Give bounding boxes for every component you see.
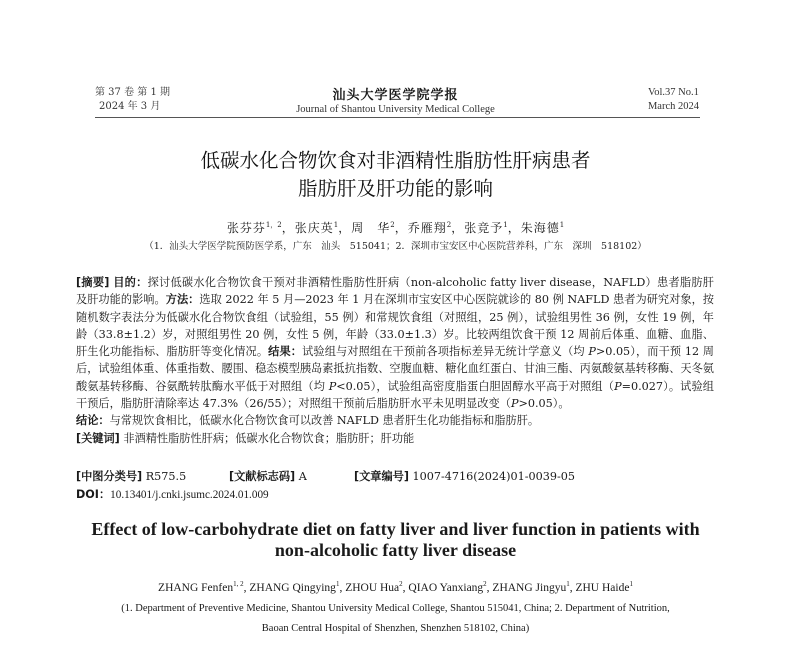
title-en-line-1: Effect of low-carbohydrate diet on fatty liver and liver function in patients with: [91, 519, 700, 539]
clc-code: [76, 468, 186, 484]
results-text: 试验组与对照组在干预前各项指标差异无统计学意义（均: [302, 345, 589, 359]
volume-issue-cn: 第 37 卷 第 1 期: [95, 87, 170, 98]
author-name-en: , ZHANG Jingyu: [486, 581, 567, 594]
date-cn: 2024 年 3 月: [99, 101, 161, 112]
journal-name-en: Journal of Shantou University Medical College: [296, 104, 495, 115]
author-name: ，朱海德: [507, 221, 560, 235]
header-rule: [95, 117, 700, 118]
author-affil-mark: 1: [333, 221, 339, 229]
article-number-label: [文章编号]: [354, 470, 409, 483]
date-en: March 2024: [647, 101, 699, 112]
author-name-en: , ZHU Haide: [569, 581, 630, 594]
author-affil-mark-en: 2: [399, 580, 403, 588]
author-name-en: ZHANG Fenfen: [158, 581, 234, 594]
journal-name-cn: 汕头大学医学院学报: [332, 88, 459, 103]
results-label: 结果：: [268, 345, 303, 359]
p-symbol: P: [588, 345, 596, 359]
title-en-line-2: non-alcoholic fatty liver disease: [274, 540, 517, 560]
affiliation-en: [0, 599, 791, 639]
affiliation-cn: （1．汕头大学医学院预防医学系，广东 汕头 515041；2．深圳市宝安区中心医院营养科，广东 深圳 518102）: [144, 241, 647, 252]
author-affil-mark: 2: [390, 221, 395, 229]
title-cn-line-1: 低碳水化合物饮食对非酒精性脂肪性肝病患者: [200, 149, 591, 172]
author-affil-mark-en: 1: [629, 580, 633, 588]
header-volume-en: [648, 86, 699, 114]
author-name-en: , ZHOU Hua: [339, 581, 400, 594]
results-text: <0.05），试验组高密度脂蛋白胆固醇水平高于对照组（: [336, 379, 615, 393]
author-name: ，周 华: [338, 221, 391, 235]
author-affil-mark: 1: [559, 221, 565, 229]
author-affil-mark-en: 1, 2: [233, 580, 244, 588]
author-name-en: , ZHANG Qingying: [243, 581, 336, 594]
article-title-cn: [0, 147, 791, 203]
objective-text: 探讨低碳水化合物饮食干预对非酒精性脂肪性肝病（non-alcoholic fatty liver disease，NAFLD）患者脂肪肝及肝功能的影响。: [76, 276, 714, 307]
author-affil-mark: 1: [503, 221, 508, 229]
author-affil-mark-en: 2: [483, 580, 487, 588]
abstract-label: [摘要]: [76, 276, 110, 289]
clc-value: R575.5: [145, 470, 187, 483]
author-name: ，乔雁翔: [394, 221, 447, 235]
article-title-en: [0, 519, 791, 561]
author-name-en: , QIAO Yanxiang: [402, 581, 484, 594]
doc-value: A: [298, 470, 307, 483]
doc-label: [文献标志码]: [229, 470, 296, 483]
doi-value: 10.13401/j.cnki.jsumc.2024.01.009: [110, 489, 269, 501]
title-cn-line-2: 脂肪肝及肝功能的影响: [297, 177, 493, 200]
volume-issue-en: Vol.37 No.1: [647, 87, 699, 98]
doi-line: [76, 486, 269, 502]
affiliation-en-line-1: (1. Department of Preventive Medicine, Shantou University Medical College, Shantou 515041, China; 2. Department of Nutrition,: [121, 603, 670, 614]
p-symbol: P: [328, 379, 337, 393]
objective-label: 目的：: [113, 276, 148, 289]
conclusion-text: 与常规饮食相比，低碳水化合物饮食可以改善 NAFLD 患者肝生化功能指标和脂肪肝。: [109, 414, 540, 428]
author-name: 张芬芬: [226, 221, 266, 235]
author-list-cn: [0, 219, 791, 236]
p-symbol: P: [614, 379, 622, 393]
author-affil-mark: 1，2: [265, 221, 282, 229]
clc-label: [中图分类号]: [76, 470, 143, 483]
author-affil-mark: 2: [446, 221, 452, 229]
results-text: >0.05），而干预 12 周后，试验组体重、体重指数、腰围、稳态模型胰岛素抵抗指数、空腹血糖、糖化血红蛋白、甘油三酯、丙氨酸氨基转移酶、天冬氨酸氨基转移酶、谷氨酰转肽酶水平低于对照组（均: [76, 345, 714, 393]
author-name: ，张庆英: [281, 221, 334, 235]
keywords-text: 非酒精性脂肪性肝病；低碳水化合物饮食；脂肪肝；肝功能: [123, 431, 415, 445]
methods-text: 选取 2022 年 5 月—2023 年 1 月在深圳市宝安区中心医院就诊的 80 例 NAFLD 患者为研究对象，按随机数字表法分为低碳水化合物饮食组（试验组，55 例）和常规饮食组（对照组，25 例），试验组男性 36 例，女性 19 例，年龄（33.8±1.2）岁，对照组男性 20 例，女性 5 例，年龄（33.0±1.3）岁。比较两组饮食干预 12 周前后体重、血糖、血脂、肝生化功能指标、脂肪肝等变化情况。: [76, 293, 714, 359]
author-affil-mark-en: 1: [566, 580, 570, 588]
document-code: [229, 468, 307, 484]
results-text: >0.05）。: [518, 397, 570, 411]
conclusion-label: 结论：: [76, 414, 110, 428]
article-number-value: 1007-4716(2024)01-0039-05: [412, 470, 575, 483]
author-list-en: [0, 580, 791, 594]
keywords-label: [关键词]: [76, 431, 120, 445]
article-number: [354, 468, 575, 484]
author-affil-mark-en: 1: [335, 580, 340, 588]
results-text: =0.027）。试验组干预后，脂肪肝清除率达 47.3%（26/55）；对照组干预前后脂肪肝水平未见明显改变（: [76, 379, 714, 411]
affiliation-en-line-2: Baoan Central Hospital of Shenzhen, Shenzhen 518102, China): [261, 623, 530, 634]
p-symbol: P: [510, 397, 519, 411]
abstract-cn: [76, 274, 714, 447]
doi-label: DOI：: [76, 488, 111, 501]
methods-label: 方法：: [165, 293, 200, 307]
author-name: ，张竞予: [451, 221, 504, 235]
